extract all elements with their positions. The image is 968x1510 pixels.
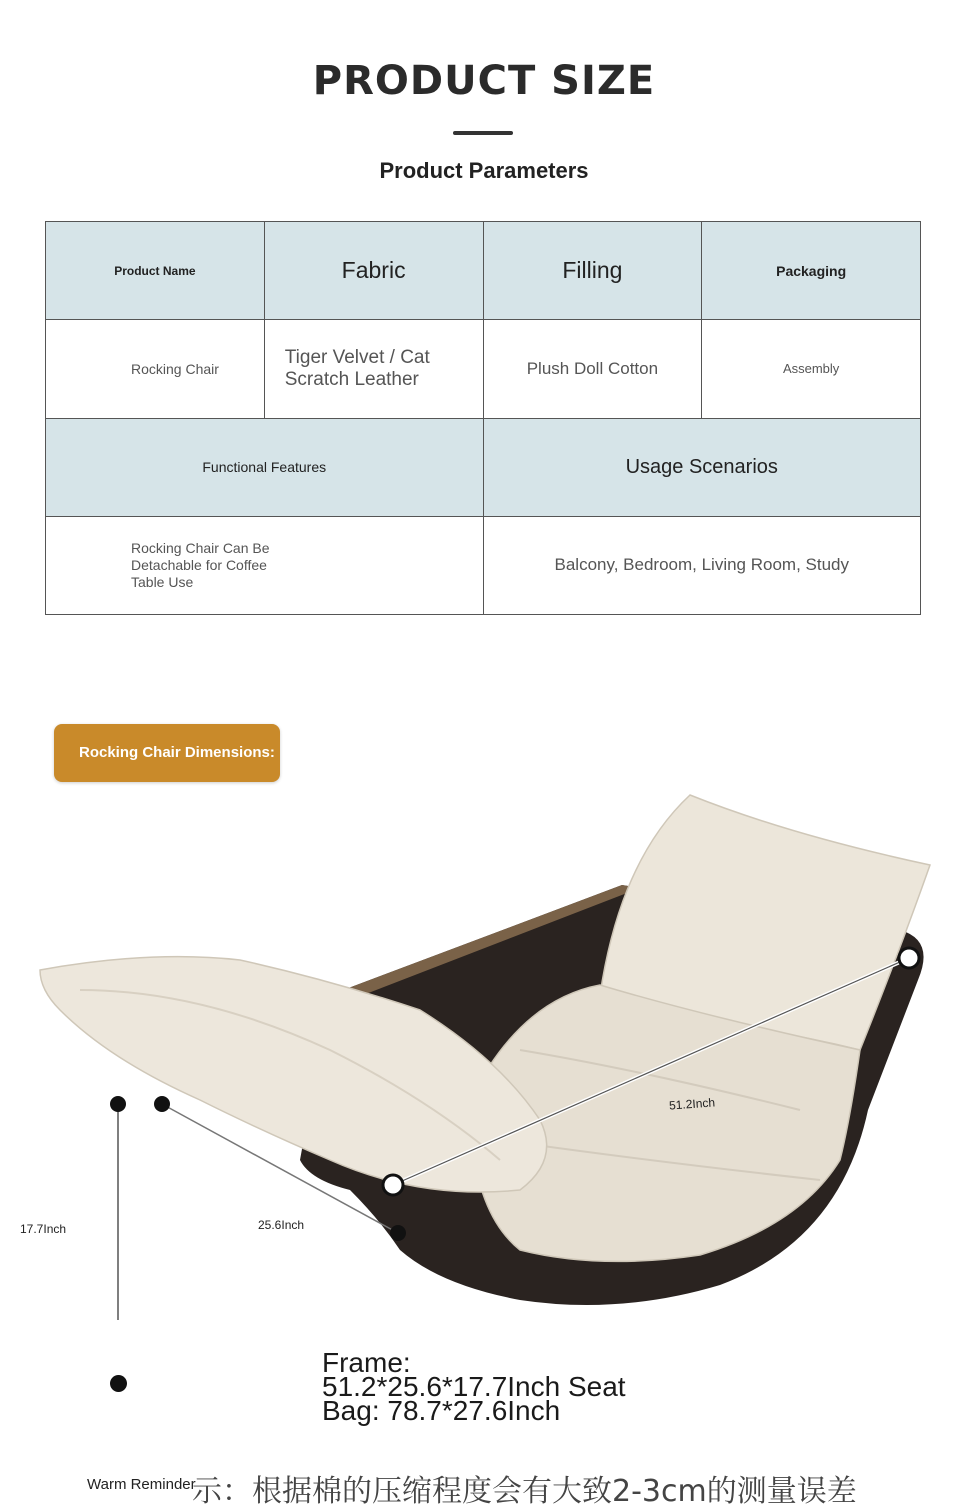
value-usage-scenarios: Balcony, Bedroom, Living Room, Study — [483, 516, 921, 614]
value-product-name: Rocking Chair — [46, 320, 265, 418]
dimension-point — [110, 1096, 126, 1112]
header-functional-features: Functional Features — [46, 418, 484, 516]
page-title: PRODUCT SIZE — [312, 58, 656, 104]
measurement-note: 示：根据棉的压缩程度会有大致2-3cm的测量误差 — [192, 1474, 857, 1509]
warm-reminder-label: Warm Reminder — [87, 1476, 196, 1493]
header-product-name: Product Name — [46, 222, 265, 320]
width-label: 25.6Inch — [258, 1218, 305, 1232]
dimension-point — [899, 948, 919, 968]
table-row — [46, 516, 921, 614]
value-fabric: Tiger Velvet / Cat Scratch Leather — [264, 320, 483, 418]
header-fabric: Fabric — [264, 222, 483, 320]
rocking-chair-illustration — [0, 780, 968, 1320]
dimension-point — [383, 1175, 403, 1195]
dimension-point — [390, 1225, 406, 1241]
length-label: 51.2Inch — [668, 1095, 716, 1113]
table-row — [46, 320, 921, 418]
parameters-table — [45, 221, 921, 615]
header-packaging: Packaging — [702, 222, 921, 320]
section-subtitle: Product Parameters — [379, 158, 589, 183]
dimension-point — [110, 1375, 127, 1392]
title-divider — [453, 131, 513, 135]
spec-text — [322, 1347, 626, 1426]
value-functional-features: Rocking Chair Can Be Detachable for Coffee Table Use — [46, 516, 484, 614]
height-label: 17.7Inch — [20, 1222, 67, 1236]
table-header-row — [46, 222, 921, 320]
spec-line-seat: 51.2*25.6*17.7Inch Seat — [322, 1371, 626, 1402]
header-usage-scenarios: Usage Scenarios — [483, 418, 921, 516]
spec-line-bag: Bag: 78.7*27.6Inch — [322, 1395, 561, 1426]
dimensions-badge: Rocking Chair Dimensions: — [54, 724, 280, 782]
dimension-point — [154, 1096, 170, 1112]
header-filling: Filling — [483, 222, 702, 320]
value-packaging: Assembly — [702, 320, 921, 418]
table-header-row — [46, 418, 921, 516]
value-filling: Plush Doll Cotton — [483, 320, 702, 418]
spec-line-frame: Frame: — [322, 1347, 411, 1378]
